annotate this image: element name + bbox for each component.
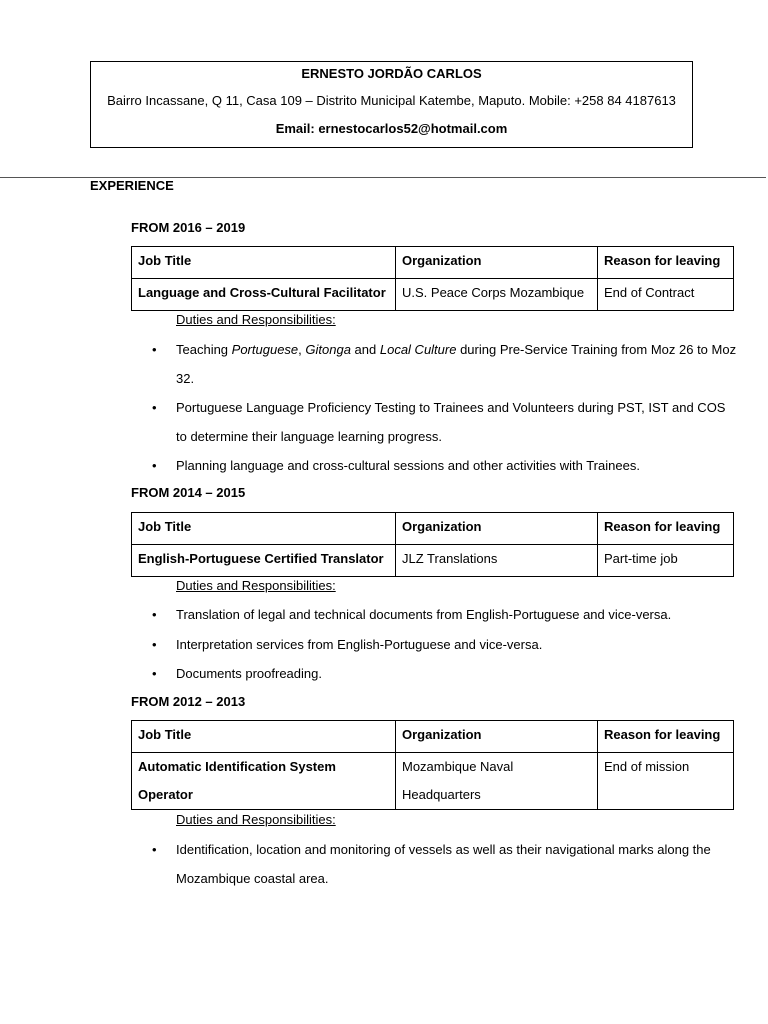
list-item: • Interpretation services from English-Portuguese and vice-versa. [152,631,737,660]
job-table [131,246,734,311]
job-table [131,720,734,810]
bullet-icon: • [152,458,157,473]
header-job-title: Job Title [132,721,396,753]
candidate-name: ERNESTO JORDÃO CARLOS [301,66,482,81]
organization-cell: Mozambique Naval Headquarters [396,753,598,810]
job-table [131,512,734,577]
reason-cell: End of Contract [598,279,734,311]
table-header-row [132,247,734,279]
bullet-icon: • [152,342,157,357]
job-period: FROM 2014 – 2015 [131,485,246,500]
header-reason: Reason for leaving [598,721,734,753]
table-row [132,545,734,577]
organization-cell: JLZ Translations [396,545,598,577]
table-header-row [132,513,734,545]
experience-heading: EXPERIENCE [90,178,174,193]
bullet-icon: • [152,842,157,857]
header-organization: Organization [396,721,598,753]
contact-box [90,61,693,148]
job-period: FROM 2016 – 2019 [131,220,246,235]
table-row [132,753,734,810]
list-item: • Identification, location and monitoring of vessels as well as their navigational marks along the Mozambique coastal area. [152,836,737,893]
header-organization: Organization [396,513,598,545]
list-item: • Portuguese Language Proficiency Testing to Trainees and Volunteers during PST, IST and COS to determine their language learning progress. [152,394,737,451]
duties-heading: Duties and Responsibilities: [176,578,336,593]
header-organization: Organization [396,247,598,279]
bullet-icon: • [152,636,157,652]
reason-cell: End of mission [598,753,734,810]
address-line: Bairro Incassane, Q 11, Casa 109 – Distrito Municipal Katembe, Maputo. Mobile: +258 84 4187613 [107,93,676,108]
organization-cell: U.S. Peace Corps Mozambique [396,279,598,311]
job-title-cell: English-Portuguese Certified Translator [132,545,396,577]
duties-heading: Duties and Responsibilities: [176,812,336,827]
header-job-title: Job Title [132,513,396,545]
email-line: Email: ernestocarlos52@hotmail.com [275,121,508,136]
list-item: • Translation of legal and technical documents from English-Portuguese and vice-versa. [152,601,737,630]
header-reason: Reason for leaving [598,513,734,545]
job-title-cell: Language and Cross-Cultural Facilitator [132,279,396,311]
duties-heading: Duties and Responsibilities: [176,312,336,327]
list-item: • Planning language and cross-cultural sessions and other activities with Trainees. [152,452,737,481]
job-period: FROM 2012 – 2013 [131,694,246,709]
duties-list [152,336,737,482]
table-row [132,279,734,311]
bullet-icon: • [152,666,157,681]
bullet-icon: • [152,607,157,622]
list-item: • Documents proofreading. [152,660,737,689]
duties-list [152,836,737,894]
list-item: • Teaching Portuguese, Gitonga and Local Culture during Pre-Service Training from Moz 26 to Moz 32. [152,336,737,393]
reason-cell: Part-time job [598,545,734,577]
table-header-row [132,721,734,753]
header-job-title: Job Title [132,247,396,279]
bullet-icon: • [152,400,157,415]
job-title-cell: Automatic Identification System Operator [132,753,396,810]
duties-list [152,601,737,690]
header-reason: Reason for leaving [598,247,734,279]
